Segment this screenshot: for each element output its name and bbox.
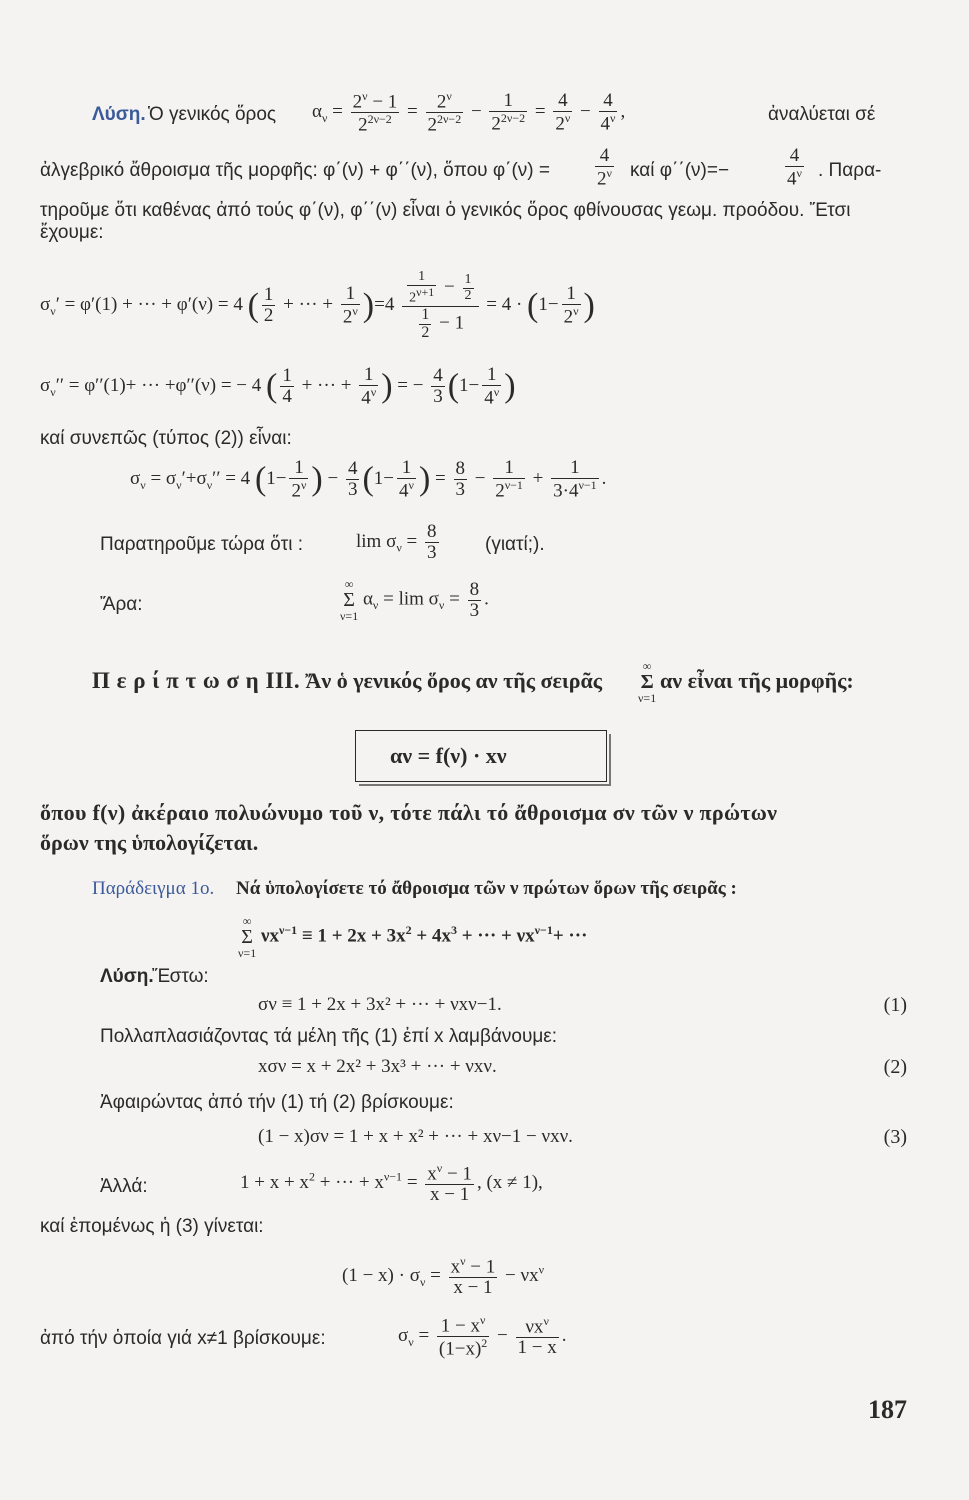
sigma-double-prime-equation: $\sigma_\nu'' = \varphi''(1)+$ ··· +φ′′(ν) = − 4 ( $\frac{1}{4}$ + ··· + $\frac{1}{4^\nu}$ ) = − $\frac{4}{3}$ (1− $\frac{1}{4^\nu}$ ) <box>40 364 516 409</box>
sigma-total-equation: $\sigma_\nu = \sigma_\nu'+\sigma_\nu'' = 4$ (1− $\frac{1}{2^\nu}$ ) − $\frac{4}{3}$ (1− $\frac{1}{4^\nu}$ ) = $\frac{8}{3}$ − $\frac{1}{2^{\nu-1}}$ + $\frac{1}{3\cdot 4^{\nu-1}}$ . <box>130 457 607 502</box>
solution-2-label: Λύση. <box>100 966 154 987</box>
case-3-heading: Π ε ρ ί π τ ω σ η III. <box>92 668 301 693</box>
general-term-formula: $\alpha_\nu$ = $\frac{2^\nu - 1}{2^{2\nu-2}}$ = $\frac{2^\nu}{2^{2\nu-2}}$ − $\frac{1}{2^{2\nu-2}}$ = $\frac{4}{2^\nu}$ − $\frac{4}{4^\nu}$ , <box>312 89 626 136</box>
page-number: 187 <box>868 1395 907 1424</box>
boxed-formula: αν = f(ν) · xν <box>355 730 607 782</box>
decomposes-text: ἀναλύεται σέ <box>768 104 876 125</box>
example-label: Παράδειγμα 1ο. <box>92 878 215 899</box>
series-formula: ∞ Σ ν=1 $\nu x^{\nu-1} \equiv 1 + 2x + 3x^2 + 4x^3$ + ··· + $\nu x^{\nu-1}+$ ··· <box>238 914 588 960</box>
solution-label: Λύση. <box>92 104 146 125</box>
equation-4: $(1 - x) \cdot \sigma_\nu$ = $\frac{x^\nu - 1}{x - 1}$ − $\nu x^\nu$ <box>342 1254 545 1299</box>
general-term-intro: Ὁ γενικός ὅρος <box>148 104 277 125</box>
sigma-prime-equation: $\sigma_\nu' = \varphi'(1)$ + ··· + φ′(ν) = 4 ( $\frac{1}{2}$ + ··· + $\frac{1}{2^\nu}$ )=4 $\frac{1}{2^{\nu+1}}$ − $\frac{1}{2}$ $\frac{1}{2}$ − 1 = 4 · (1− $\frac{1}{2^\nu}$ ) <box>40 269 595 341</box>
